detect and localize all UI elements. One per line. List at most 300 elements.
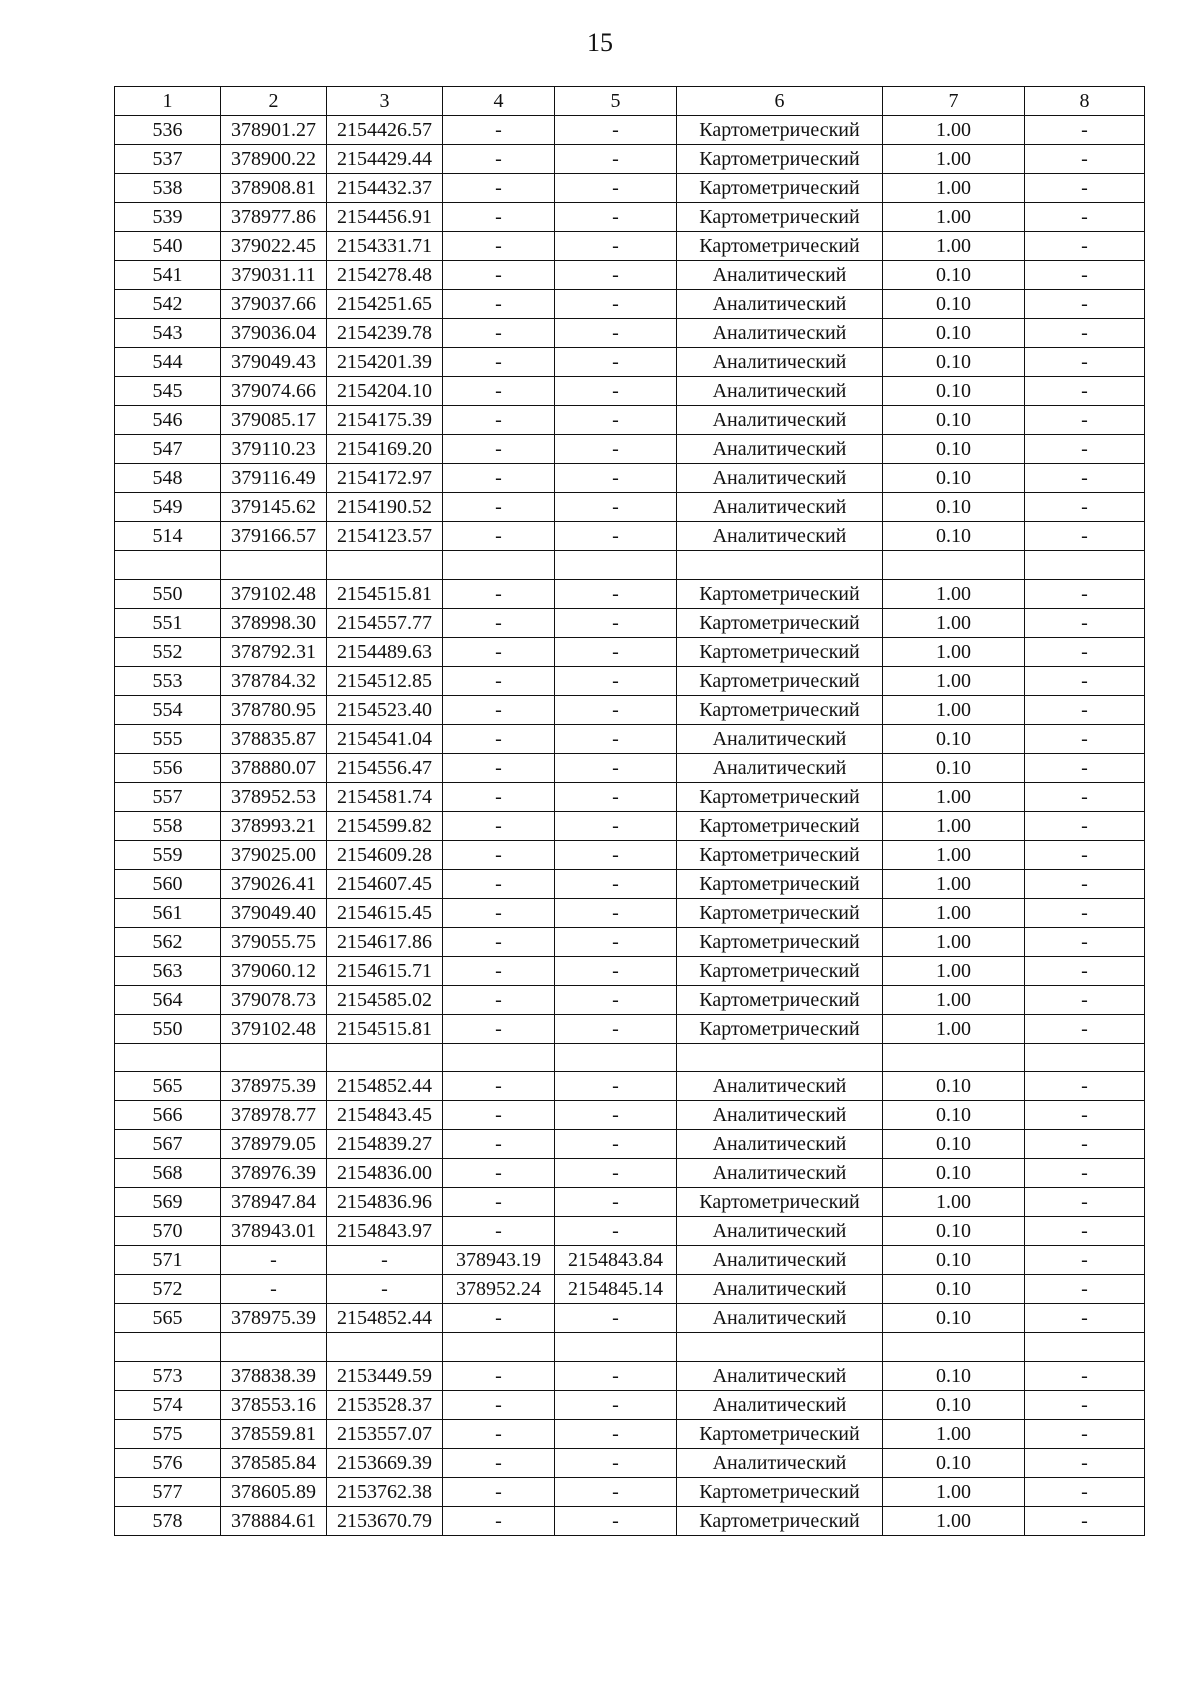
cell-point-number: 558: [115, 811, 221, 840]
cell-method: Аналитический: [677, 1448, 883, 1477]
cell-y-coordinate-alt: -: [555, 1506, 677, 1535]
cell-x-coordinate-alt: -: [443, 464, 555, 493]
cell-y-coordinate: 2154172.97: [327, 464, 443, 493]
cell-y-coordinate: 2154426.57: [327, 116, 443, 145]
cell-x-coordinate: 379074.66: [221, 377, 327, 406]
cell-accuracy: 0.10: [883, 319, 1025, 348]
table-row: [115, 840, 1145, 869]
cell-method: Аналитический: [677, 1101, 883, 1130]
cell-y-coordinate-alt: 2154845.14: [555, 1275, 677, 1304]
cell-point-number: 562: [115, 927, 221, 956]
cell-accuracy: 0.10: [883, 406, 1025, 435]
cell-y-coordinate: 2154599.82: [327, 811, 443, 840]
cell-x-coordinate-alt: -: [443, 695, 555, 724]
cell-y-coordinate: 2153762.38: [327, 1477, 443, 1506]
cell-point-number: [115, 1043, 221, 1072]
cell-point-number: 543: [115, 319, 221, 348]
cell-x-coordinate-alt: -: [443, 1159, 555, 1188]
cell-x-coordinate-alt: -: [443, 522, 555, 551]
column-header-y-coordinate-alt: 5: [555, 87, 677, 116]
cell-x-coordinate-alt: -: [443, 956, 555, 985]
cell-point-number: 573: [115, 1361, 221, 1390]
cell-note: -: [1025, 1275, 1145, 1304]
cell-y-coordinate-alt: -: [555, 840, 677, 869]
cell-accuracy: 1.00: [883, 840, 1025, 869]
cell-method: Аналитический: [677, 1390, 883, 1419]
cell-y-coordinate: 2153528.37: [327, 1390, 443, 1419]
cell-x-coordinate-alt: -: [443, 290, 555, 319]
cell-x-coordinate-alt: -: [443, 1361, 555, 1390]
cell-method: Картометрический: [677, 782, 883, 811]
cell-y-coordinate: 2154456.91: [327, 203, 443, 232]
cell-x-coordinate: -: [221, 1275, 327, 1304]
cell-point-number: 552: [115, 637, 221, 666]
cell-point-number: 566: [115, 1101, 221, 1130]
table-row: [115, 232, 1145, 261]
cell-method: Картометрический: [677, 1477, 883, 1506]
cell-note: -: [1025, 782, 1145, 811]
cell-y-coordinate-alt: -: [555, 1014, 677, 1043]
cell-x-coordinate: 378977.86: [221, 203, 327, 232]
cell-accuracy: 1.00: [883, 1477, 1025, 1506]
cell-x-coordinate-alt: -: [443, 1304, 555, 1333]
cell-x-coordinate: 378976.39: [221, 1159, 327, 1188]
cell-x-coordinate-alt: -: [443, 637, 555, 666]
table-row: [115, 406, 1145, 435]
cell-point-number: 539: [115, 203, 221, 232]
cell-y-coordinate-alt: -: [555, 348, 677, 377]
cell-y-coordinate: 2153449.59: [327, 1361, 443, 1390]
coordinates-table: [114, 86, 1145, 1536]
cell-method: Картометрический: [677, 145, 883, 174]
cell-note: -: [1025, 145, 1145, 174]
cell-point-number: 549: [115, 493, 221, 522]
cell-method: Картометрический: [677, 232, 883, 261]
cell-point-number: 550: [115, 1014, 221, 1043]
cell-y-coordinate-alt: -: [555, 1448, 677, 1477]
table-row: [115, 1275, 1145, 1304]
cell-method: [677, 551, 883, 580]
page-number: 15: [587, 28, 613, 57]
cell-method: Картометрический: [677, 174, 883, 203]
cell-note: -: [1025, 1448, 1145, 1477]
cell-x-coordinate-alt: -: [443, 232, 555, 261]
cell-x-coordinate-alt: -: [443, 724, 555, 753]
cell-method: Картометрический: [677, 956, 883, 985]
cell-note: -: [1025, 753, 1145, 782]
table-row: [115, 319, 1145, 348]
cell-y-coordinate: [327, 1333, 443, 1362]
cell-accuracy: 0.10: [883, 1304, 1025, 1333]
cell-note: -: [1025, 1217, 1145, 1246]
cell-x-coordinate-alt: -: [443, 811, 555, 840]
cell-x-coordinate: 379049.40: [221, 898, 327, 927]
cell-note: -: [1025, 290, 1145, 319]
cell-accuracy: 0.10: [883, 753, 1025, 782]
cell-x-coordinate-alt: -: [443, 1448, 555, 1477]
cell-x-coordinate-alt: -: [443, 116, 555, 145]
cell-y-coordinate: 2153670.79: [327, 1506, 443, 1535]
cell-y-coordinate: 2154541.04: [327, 724, 443, 753]
cell-method: Аналитический: [677, 1361, 883, 1390]
cell-y-coordinate: -: [327, 1246, 443, 1275]
cell-y-coordinate-alt: -: [555, 956, 677, 985]
cell-point-number: 514: [115, 522, 221, 551]
cell-point-number: 541: [115, 261, 221, 290]
cell-x-coordinate: 379145.62: [221, 493, 327, 522]
cell-accuracy: 0.10: [883, 464, 1025, 493]
cell-y-coordinate-alt: -: [555, 319, 677, 348]
cell-x-coordinate: 378553.16: [221, 1390, 327, 1419]
cell-note: [1025, 1333, 1145, 1362]
cell-y-coordinate-alt: -: [555, 579, 677, 608]
table-row: [115, 261, 1145, 290]
cell-accuracy: 1.00: [883, 1506, 1025, 1535]
cell-method: Аналитический: [677, 464, 883, 493]
cell-y-coordinate: 2154123.57: [327, 522, 443, 551]
cell-x-coordinate: 379078.73: [221, 985, 327, 1014]
cell-method: Аналитический: [677, 319, 883, 348]
table-row: [115, 116, 1145, 145]
cell-point-number: 554: [115, 695, 221, 724]
cell-y-coordinate: 2154836.00: [327, 1159, 443, 1188]
column-header-accuracy: 7: [883, 87, 1025, 116]
cell-x-coordinate-alt: -: [443, 145, 555, 174]
cell-x-coordinate-alt: -: [443, 869, 555, 898]
cell-accuracy: 0.10: [883, 1390, 1025, 1419]
cell-point-number: 556: [115, 753, 221, 782]
table-row: [115, 290, 1145, 319]
cell-accuracy: 0.10: [883, 1072, 1025, 1101]
cell-y-coordinate-alt: -: [555, 1477, 677, 1506]
cell-x-coordinate-alt: -: [443, 927, 555, 956]
cell-x-coordinate: 379022.45: [221, 232, 327, 261]
cell-note: -: [1025, 956, 1145, 985]
cell-note: -: [1025, 1304, 1145, 1333]
cell-note: -: [1025, 1477, 1145, 1506]
cell-x-coordinate-alt: -: [443, 753, 555, 782]
cell-accuracy: 0.10: [883, 522, 1025, 551]
cell-y-coordinate-alt: -: [555, 1419, 677, 1448]
cell-point-number: 538: [115, 174, 221, 203]
cell-x-coordinate-alt: 378952.24: [443, 1275, 555, 1304]
cell-note: -: [1025, 232, 1145, 261]
cell-x-coordinate: [221, 551, 327, 580]
cell-y-coordinate: 2154201.39: [327, 348, 443, 377]
cell-note: -: [1025, 1014, 1145, 1043]
cell-x-coordinate-alt: -: [443, 782, 555, 811]
cell-y-coordinate-alt: -: [555, 174, 677, 203]
cell-point-number: 547: [115, 435, 221, 464]
cell-method: Картометрический: [677, 608, 883, 637]
cell-accuracy: 0.10: [883, 724, 1025, 753]
cell-x-coordinate: 378884.61: [221, 1506, 327, 1535]
cell-x-coordinate-alt: -: [443, 1101, 555, 1130]
cell-x-coordinate-alt: [443, 1043, 555, 1072]
cell-note: -: [1025, 464, 1145, 493]
cell-method: Аналитический: [677, 1217, 883, 1246]
cell-point-number: 550: [115, 579, 221, 608]
cell-note: -: [1025, 1159, 1145, 1188]
cell-accuracy: 0.10: [883, 1130, 1025, 1159]
cell-x-coordinate: 378952.53: [221, 782, 327, 811]
cell-accuracy: [883, 1333, 1025, 1362]
cell-note: -: [1025, 840, 1145, 869]
table-row: [115, 1101, 1145, 1130]
cell-y-coordinate-alt: -: [555, 869, 677, 898]
column-header-y-coordinate: 3: [327, 87, 443, 116]
cell-note: -: [1025, 869, 1145, 898]
cell-note: -: [1025, 608, 1145, 637]
cell-y-coordinate-alt: -: [555, 1130, 677, 1159]
cell-point-number: 537: [115, 145, 221, 174]
cell-accuracy: 1.00: [883, 1419, 1025, 1448]
cell-note: -: [1025, 116, 1145, 145]
cell-y-coordinate-alt: -: [555, 261, 677, 290]
cell-accuracy: 0.10: [883, 377, 1025, 406]
table-row: [115, 522, 1145, 551]
cell-x-coordinate: 378978.77: [221, 1101, 327, 1130]
cell-note: -: [1025, 1072, 1145, 1101]
cell-point-number: 567: [115, 1130, 221, 1159]
cell-y-coordinate-alt: -: [555, 695, 677, 724]
cell-accuracy: 1.00: [883, 811, 1025, 840]
cell-method: Аналитический: [677, 753, 883, 782]
table-row: [115, 1072, 1145, 1101]
cell-note: -: [1025, 1419, 1145, 1448]
cell-y-coordinate: 2154432.37: [327, 174, 443, 203]
table-row: [115, 174, 1145, 203]
cell-note: -: [1025, 1390, 1145, 1419]
table-row: [115, 724, 1145, 753]
cell-note: -: [1025, 579, 1145, 608]
table-row: [115, 1217, 1145, 1246]
cell-accuracy: 1.00: [883, 869, 1025, 898]
table-row: [115, 1477, 1145, 1506]
cell-y-coordinate-alt: -: [555, 493, 677, 522]
cell-y-coordinate: 2154512.85: [327, 666, 443, 695]
cell-y-coordinate: 2154615.71: [327, 956, 443, 985]
cell-y-coordinate-alt: -: [555, 1072, 677, 1101]
cell-method: Картометрический: [677, 579, 883, 608]
cell-accuracy: 1.00: [883, 637, 1025, 666]
cell-method: Аналитический: [677, 261, 883, 290]
cell-method: Картометрический: [677, 1188, 883, 1217]
cell-y-coordinate: 2154515.81: [327, 1014, 443, 1043]
cell-y-coordinate-alt: -: [555, 753, 677, 782]
cell-accuracy: 0.10: [883, 1275, 1025, 1304]
table-row: [115, 753, 1145, 782]
cell-y-coordinate-alt: -: [555, 666, 677, 695]
cell-y-coordinate-alt: -: [555, 811, 677, 840]
cell-point-number: 559: [115, 840, 221, 869]
cell-method: Аналитический: [677, 493, 883, 522]
cell-x-coordinate-alt: -: [443, 203, 555, 232]
cell-point-number: 551: [115, 608, 221, 637]
cell-x-coordinate: 379102.48: [221, 579, 327, 608]
cell-x-coordinate-alt: -: [443, 406, 555, 435]
cell-method: Картометрический: [677, 985, 883, 1014]
cell-accuracy: 0.10: [883, 261, 1025, 290]
cell-y-coordinate: 2154843.45: [327, 1101, 443, 1130]
cell-y-coordinate: 2154204.10: [327, 377, 443, 406]
column-header-x-coordinate-alt: 4: [443, 87, 555, 116]
cell-y-coordinate-alt: -: [555, 608, 677, 637]
cell-x-coordinate-alt: [443, 1333, 555, 1362]
cell-accuracy: 1.00: [883, 608, 1025, 637]
table-row: [115, 811, 1145, 840]
table-row: [115, 666, 1145, 695]
cell-x-coordinate: 378975.39: [221, 1304, 327, 1333]
cell-method: Картометрический: [677, 203, 883, 232]
cell-y-coordinate-alt: -: [555, 522, 677, 551]
table-row: [115, 551, 1145, 580]
cell-method: Аналитический: [677, 1159, 883, 1188]
cell-accuracy: [883, 1043, 1025, 1072]
cell-note: -: [1025, 1130, 1145, 1159]
cell-x-coordinate-alt: -: [443, 348, 555, 377]
cell-x-coordinate: 378838.39: [221, 1361, 327, 1390]
cell-point-number: 563: [115, 956, 221, 985]
cell-x-coordinate: 378784.32: [221, 666, 327, 695]
cell-note: -: [1025, 174, 1145, 203]
cell-point-number: 555: [115, 724, 221, 753]
cell-method: Картометрический: [677, 695, 883, 724]
cell-note: -: [1025, 203, 1145, 232]
table-row: [115, 1390, 1145, 1419]
table-row: [115, 1506, 1145, 1535]
cell-x-coordinate: 378835.87: [221, 724, 327, 753]
cell-x-coordinate-alt: 378943.19: [443, 1246, 555, 1275]
cell-x-coordinate-alt: -: [443, 579, 555, 608]
cell-x-coordinate-alt: -: [443, 898, 555, 927]
table-row: [115, 1014, 1145, 1043]
cell-y-coordinate-alt: -: [555, 985, 677, 1014]
table-row: [115, 464, 1145, 493]
cell-y-coordinate: 2154278.48: [327, 261, 443, 290]
cell-y-coordinate: 2154852.44: [327, 1304, 443, 1333]
table-row: [115, 1246, 1145, 1275]
cell-method: Картометрический: [677, 840, 883, 869]
cell-accuracy: 0.10: [883, 1101, 1025, 1130]
cell-accuracy: 1.00: [883, 666, 1025, 695]
cell-x-coordinate: -: [221, 1246, 327, 1275]
cell-x-coordinate-alt: -: [443, 840, 555, 869]
cell-method: Картометрический: [677, 637, 883, 666]
cell-x-coordinate-alt: -: [443, 1390, 555, 1419]
table-row: [115, 1361, 1145, 1390]
cell-y-coordinate-alt: -: [555, 203, 677, 232]
cell-y-coordinate-alt: -: [555, 1361, 677, 1390]
cell-y-coordinate-alt: 2154843.84: [555, 1246, 677, 1275]
cell-point-number: 570: [115, 1217, 221, 1246]
cell-note: -: [1025, 1101, 1145, 1130]
cell-y-coordinate: 2154852.44: [327, 1072, 443, 1101]
cell-method: Аналитический: [677, 1275, 883, 1304]
cell-x-coordinate: 378585.84: [221, 1448, 327, 1477]
cell-y-coordinate: 2154515.81: [327, 579, 443, 608]
cell-point-number: 557: [115, 782, 221, 811]
cell-method: Аналитический: [677, 522, 883, 551]
cell-note: -: [1025, 348, 1145, 377]
cell-y-coordinate-alt: [555, 1043, 677, 1072]
cell-accuracy: 1.00: [883, 782, 1025, 811]
cell-accuracy: 1.00: [883, 1188, 1025, 1217]
cell-x-coordinate: 379166.57: [221, 522, 327, 551]
table-row: [115, 377, 1145, 406]
cell-method: Аналитический: [677, 724, 883, 753]
table-row: [115, 898, 1145, 927]
cell-point-number: 553: [115, 666, 221, 695]
cell-y-coordinate-alt: -: [555, 290, 677, 319]
cell-accuracy: 1.00: [883, 956, 1025, 985]
cell-y-coordinate: 2154617.86: [327, 927, 443, 956]
cell-x-coordinate: 379036.04: [221, 319, 327, 348]
cell-accuracy: [883, 551, 1025, 580]
cell-accuracy: 0.10: [883, 1159, 1025, 1188]
cell-note: -: [1025, 377, 1145, 406]
cell-accuracy: 1.00: [883, 203, 1025, 232]
cell-note: -: [1025, 811, 1145, 840]
cell-y-coordinate-alt: [555, 1333, 677, 1362]
cell-x-coordinate: 379102.48: [221, 1014, 327, 1043]
cell-y-coordinate-alt: -: [555, 377, 677, 406]
cell-method: Аналитический: [677, 1304, 883, 1333]
cell-accuracy: 1.00: [883, 1014, 1025, 1043]
cell-y-coordinate: 2154615.45: [327, 898, 443, 927]
cell-y-coordinate: 2154609.28: [327, 840, 443, 869]
cell-x-coordinate: 379085.17: [221, 406, 327, 435]
cell-x-coordinate-alt: [443, 551, 555, 580]
cell-y-coordinate: 2154581.74: [327, 782, 443, 811]
cell-accuracy: 0.10: [883, 493, 1025, 522]
cell-x-coordinate-alt: -: [443, 1506, 555, 1535]
cell-x-coordinate: 378979.05: [221, 1130, 327, 1159]
cell-note: -: [1025, 522, 1145, 551]
cell-accuracy: 1.00: [883, 116, 1025, 145]
cell-accuracy: 0.10: [883, 1217, 1025, 1246]
cell-accuracy: 0.10: [883, 290, 1025, 319]
cell-x-coordinate-alt: -: [443, 435, 555, 464]
cell-x-coordinate: 378880.07: [221, 753, 327, 782]
cell-y-coordinate: 2154557.77: [327, 608, 443, 637]
cell-method: Картометрический: [677, 898, 883, 927]
cell-y-coordinate: 2153557.07: [327, 1419, 443, 1448]
cell-x-coordinate: 378900.22: [221, 145, 327, 174]
cell-point-number: 574: [115, 1390, 221, 1419]
cell-y-coordinate: 2153669.39: [327, 1448, 443, 1477]
cell-x-coordinate-alt: -: [443, 377, 555, 406]
cell-y-coordinate-alt: -: [555, 637, 677, 666]
cell-accuracy: 1.00: [883, 579, 1025, 608]
cell-x-coordinate-alt: -: [443, 1217, 555, 1246]
table-row: [115, 1448, 1145, 1477]
cell-x-coordinate: [221, 1333, 327, 1362]
cell-y-coordinate: 2154556.47: [327, 753, 443, 782]
cell-y-coordinate-alt: -: [555, 116, 677, 145]
cell-point-number: 548: [115, 464, 221, 493]
cell-note: [1025, 551, 1145, 580]
cell-y-coordinate-alt: -: [555, 1101, 677, 1130]
cell-x-coordinate: 378998.30: [221, 608, 327, 637]
cell-point-number: 561: [115, 898, 221, 927]
table-row: [115, 203, 1145, 232]
cell-x-coordinate: 379026.41: [221, 869, 327, 898]
cell-y-coordinate: 2154331.71: [327, 232, 443, 261]
table-row: [115, 579, 1145, 608]
cell-method: Аналитический: [677, 377, 883, 406]
cell-note: -: [1025, 1188, 1145, 1217]
